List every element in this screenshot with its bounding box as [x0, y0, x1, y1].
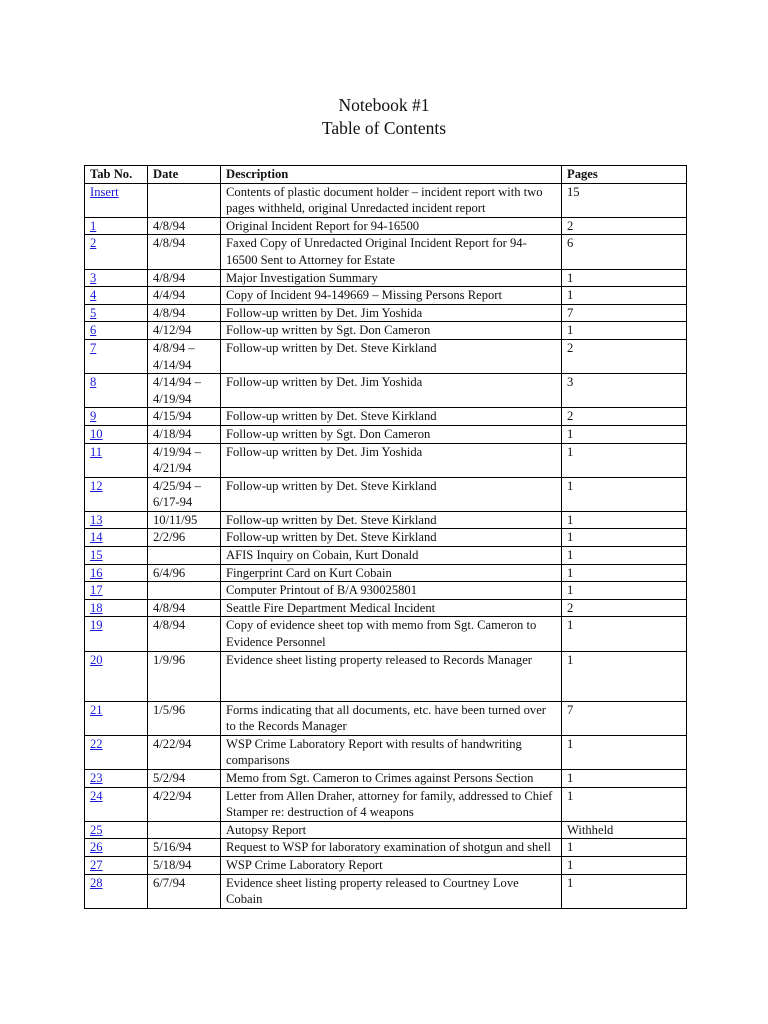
cell-pages: 7: [562, 304, 687, 322]
tab-link[interactable]: 17: [90, 583, 103, 598]
cell-description: Fingerprint Card on Kurt Cobain: [221, 564, 562, 582]
cell-date: 4/4/94: [148, 287, 221, 305]
cell-tab-no: [85, 183, 148, 217]
table-row: [85, 582, 687, 600]
table-of-contents: [84, 165, 687, 909]
tab-link[interactable]: 20: [90, 652, 103, 667]
cell-date: 4/12/94: [148, 322, 221, 340]
cell-tab-no: [85, 547, 148, 565]
tab-link[interactable]: 21: [90, 702, 103, 717]
cell-date: 4/14/94 – 4/19/94: [148, 374, 221, 408]
cell-tab-no: [85, 651, 148, 701]
cell-description: Contents of plastic document holder – incident report with two pages withheld, original Unredacted incident report: [221, 183, 562, 217]
tab-link[interactable]: 24: [90, 788, 103, 803]
table-row: [85, 547, 687, 565]
cell-date: [148, 183, 221, 217]
table-row: [85, 183, 687, 217]
cell-tab-no: [85, 529, 148, 547]
table-row: [85, 425, 687, 443]
cell-tab-no: [85, 477, 148, 511]
table-row: [85, 821, 687, 839]
cell-description: Computer Printout of B/A 930025801: [221, 582, 562, 600]
cell-tab-no: [85, 374, 148, 408]
cell-tab-no: [85, 617, 148, 651]
cell-pages: 1: [562, 839, 687, 857]
cell-description: Follow-up written by Det. Jim Yoshida: [221, 443, 562, 477]
cell-date: 4/22/94: [148, 787, 221, 821]
cell-tab-no: [85, 770, 148, 788]
cell-date: 4/19/94 – 4/21/94: [148, 443, 221, 477]
tab-link[interactable]: 5: [90, 305, 97, 320]
cell-date: 4/15/94: [148, 408, 221, 426]
tab-link[interactable]: 27: [90, 857, 103, 872]
cell-tab-no: [85, 304, 148, 322]
cell-date: 5/16/94: [148, 839, 221, 857]
table-body: [85, 183, 687, 908]
table-row: [85, 701, 687, 735]
cell-date: [148, 547, 221, 565]
cell-date: 4/25/94 – 6/17-94: [148, 477, 221, 511]
tab-link[interactable]: 23: [90, 771, 103, 785]
tab-link[interactable]: 6: [90, 323, 97, 338]
cell-date: 1/9/96: [148, 651, 221, 701]
tab-link[interactable]: 15: [90, 548, 103, 563]
tab-link[interactable]: 11: [90, 444, 103, 459]
cell-date: 4/22/94: [148, 735, 221, 769]
cell-date: 4/18/94: [148, 425, 221, 443]
tab-link[interactable]: 9: [90, 409, 97, 424]
cell-description: Memo from Sgt. Cameron to Crimes against Persons Section: [221, 770, 562, 788]
header-pages: Pages: [562, 166, 687, 184]
table-row: [85, 856, 687, 874]
table-row: [85, 374, 687, 408]
table-row: [85, 269, 687, 287]
cell-date: 4/8/94 – 4/14/94: [148, 339, 221, 373]
header-date: Date: [148, 166, 221, 184]
table-row: [85, 217, 687, 235]
cell-tab-no: [85, 287, 148, 305]
cell-pages: 2: [562, 339, 687, 373]
table-row: [85, 235, 687, 269]
cell-date: 10/11/95: [148, 511, 221, 529]
cell-description: Follow-up written by Sgt. Don Cameron: [221, 425, 562, 443]
cell-tab-no: [85, 269, 148, 287]
cell-description: Copy of Incident 94-149669 – Missing Persons Report: [221, 287, 562, 305]
cell-description: Seattle Fire Department Medical Incident: [221, 599, 562, 617]
cell-tab-no: [85, 701, 148, 735]
cell-pages: 1: [562, 735, 687, 769]
cell-pages: 2: [562, 217, 687, 235]
cell-description: Letter from Allen Draher, attorney for family, addressed to Chief Stamper re: destruction of 4 weapons: [221, 787, 562, 821]
tab-link[interactable]: 3: [90, 270, 97, 285]
cell-description: Follow-up written by Det. Steve Kirkland: [221, 477, 562, 511]
table-row: [85, 564, 687, 582]
cell-description: Follow-up written by Det. Steve Kirkland: [221, 408, 562, 426]
cell-tab-no: [85, 443, 148, 477]
cell-pages: 1: [562, 651, 687, 701]
cell-pages: 1: [562, 564, 687, 582]
cell-description: Follow-up written by Det. Steve Kirkland: [221, 511, 562, 529]
cell-tab-no: [85, 735, 148, 769]
cell-description: Original Incident Report for 94-16500: [221, 217, 562, 235]
tab-link[interactable]: 12: [90, 478, 103, 493]
cell-description: WSP Crime Laboratory Report: [221, 856, 562, 874]
cell-pages: 1: [562, 856, 687, 874]
cell-pages: 1: [562, 443, 687, 477]
cell-date: [148, 821, 221, 839]
cell-date: 4/8/94: [148, 235, 221, 269]
cell-tab-no: [85, 217, 148, 235]
cell-pages: 7: [562, 701, 687, 735]
cell-date: 4/8/94: [148, 599, 221, 617]
cell-description: Evidence sheet listing property released to Records Manager: [221, 651, 562, 701]
table-row: [85, 322, 687, 340]
table-row: [85, 770, 687, 788]
table-row: [85, 408, 687, 426]
cell-date: 6/4/96: [148, 564, 221, 582]
cell-description: Faxed Copy of Unredacted Original Incident Report for 94-16500 Sent to Attorney for Estate: [221, 235, 562, 269]
table-row: [85, 477, 687, 511]
cell-description: Follow-up written by Det. Steve Kirkland: [221, 529, 562, 547]
cell-pages: 1: [562, 425, 687, 443]
header-description: Description: [221, 166, 562, 184]
tab-link[interactable]: 13: [90, 512, 103, 527]
cell-pages: 1: [562, 287, 687, 305]
tab-link[interactable]: 10: [90, 426, 103, 441]
cell-description: Evidence sheet listing property released to Courtney Love Cobain: [221, 874, 562, 908]
tab-link[interactable]: 22: [90, 736, 103, 751]
cell-date: 4/8/94: [148, 617, 221, 651]
cell-date: 4/8/94: [148, 217, 221, 235]
header-tab-no: Tab No.: [85, 166, 148, 184]
cell-pages: 1: [562, 269, 687, 287]
cell-tab-no: [85, 839, 148, 857]
table-row: [85, 874, 687, 908]
cell-tab-no: [85, 821, 148, 839]
cell-tab-no: [85, 235, 148, 269]
table-row: [85, 443, 687, 477]
cell-description: Major Investigation Summary: [221, 269, 562, 287]
cell-description: Copy of evidence sheet top with memo from Sgt. Cameron to Evidence Personnel: [221, 617, 562, 651]
cell-pages: 3: [562, 374, 687, 408]
tab-link[interactable]: 18: [90, 600, 103, 615]
table-row: [85, 511, 687, 529]
tab-link[interactable]: 8: [90, 375, 97, 390]
cell-description: Forms indicating that all documents, etc. have been turned over to the Records Manager: [221, 701, 562, 735]
cell-date: 5/2/94: [148, 770, 221, 788]
cell-pages: 1: [562, 477, 687, 511]
cell-tab-no: [85, 599, 148, 617]
table-row: [85, 339, 687, 373]
cell-date: 1/5/96: [148, 701, 221, 735]
cell-pages: 1: [562, 770, 687, 788]
table-header-row: [85, 166, 687, 184]
tab-link[interactable]: 16: [90, 565, 103, 580]
cell-tab-no: [85, 582, 148, 600]
cell-date: 5/18/94: [148, 856, 221, 874]
cell-pages: 15: [562, 183, 687, 217]
cell-date: [148, 582, 221, 600]
tab-link[interactable]: Insert: [90, 184, 119, 199]
tab-link[interactable]: 1: [90, 218, 97, 233]
cell-pages: 1: [562, 529, 687, 547]
document-title: [0, 94, 768, 140]
cell-pages: 1: [562, 582, 687, 600]
cell-description: Follow-up written by Det. Steve Kirkland: [221, 339, 562, 373]
tab-link[interactable]: 14: [90, 530, 103, 545]
cell-tab-no: [85, 339, 148, 373]
table-row: [85, 599, 687, 617]
table-row: [85, 839, 687, 857]
title-notebook: Notebook #1: [338, 95, 430, 115]
tab-link[interactable]: 26: [90, 840, 103, 855]
table-row: [85, 287, 687, 305]
tab-link[interactable]: 7: [90, 340, 97, 355]
cell-description: AFIS Inquiry on Cobain, Kurt Donald: [221, 547, 562, 565]
cell-pages: 2: [562, 408, 687, 426]
title-table-of-contents: Table of Contents: [321, 118, 447, 138]
cell-description: WSP Crime Laboratory Report with results of handwriting comparisons: [221, 735, 562, 769]
cell-tab-no: [85, 511, 148, 529]
cell-tab-no: [85, 874, 148, 908]
cell-tab-no: [85, 425, 148, 443]
cell-date: 2/2/96: [148, 529, 221, 547]
cell-description: Follow-up written by Det. Jim Yoshida: [221, 304, 562, 322]
table-row: [85, 617, 687, 651]
cell-tab-no: [85, 856, 148, 874]
cell-pages: 1: [562, 511, 687, 529]
table-row: [85, 651, 687, 701]
table-row: [85, 304, 687, 322]
cell-tab-no: [85, 408, 148, 426]
tab-link[interactable]: 4: [90, 288, 97, 303]
tab-link[interactable]: 28: [90, 875, 103, 890]
cell-description: Follow-up written by Sgt. Don Cameron: [221, 322, 562, 340]
cell-tab-no: [85, 322, 148, 340]
tab-link[interactable]: 25: [90, 822, 103, 837]
cell-tab-no: [85, 787, 148, 821]
cell-description: Autopsy Report: [221, 821, 562, 839]
cell-date: 4/8/94: [148, 269, 221, 287]
cell-tab-no: [85, 564, 148, 582]
cell-pages: 1: [562, 322, 687, 340]
cell-pages: 1: [562, 547, 687, 565]
cell-pages: 6: [562, 235, 687, 269]
cell-date: 6/7/94: [148, 874, 221, 908]
tab-link[interactable]: 19: [90, 618, 103, 633]
cell-pages: 1: [562, 617, 687, 651]
table-row: [85, 787, 687, 821]
cell-pages: 1: [562, 874, 687, 908]
cell-pages: 1: [562, 787, 687, 821]
table-row: [85, 529, 687, 547]
cell-pages: 2: [562, 599, 687, 617]
cell-pages: Withheld: [562, 821, 687, 839]
cell-description: Follow-up written by Det. Jim Yoshida: [221, 374, 562, 408]
cell-description: Request to WSP for laboratory examination of shotgun and shell: [221, 839, 562, 857]
table-row: [85, 735, 687, 769]
cell-date: 4/8/94: [148, 304, 221, 322]
tab-link[interactable]: 2: [90, 236, 97, 251]
